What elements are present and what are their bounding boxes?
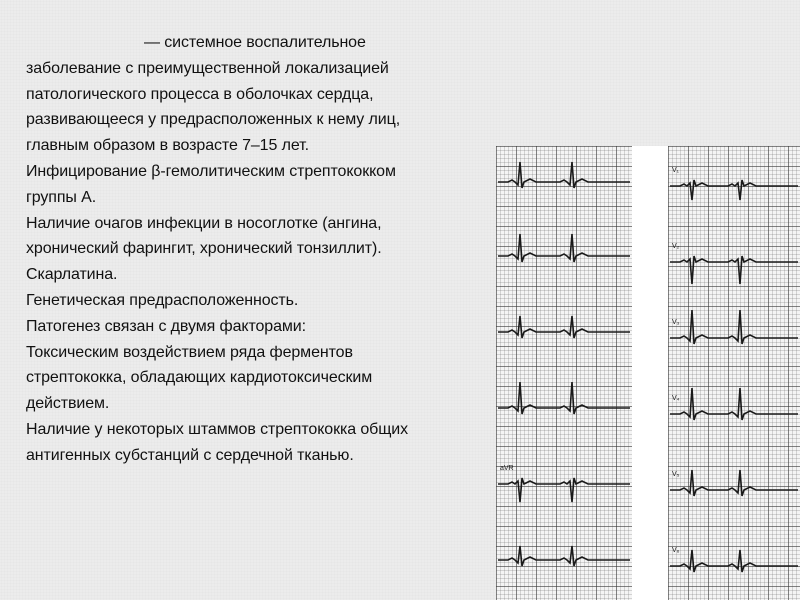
text-line: стрептококка, обладающих кардиотоксическим xyxy=(26,369,373,387)
text-line: развивающееся у предрасположенных к нему лиц, xyxy=(26,111,401,129)
slide-body-text xyxy=(26,30,481,469)
text-line: группы А. xyxy=(26,188,97,206)
ecg-lead-label: V₆ xyxy=(672,547,680,554)
text-line: Генетическая предрасположенность. xyxy=(26,291,299,309)
text-line: Скарлатина. xyxy=(26,266,118,284)
ecg-lead-label: V₄ xyxy=(672,395,680,402)
ecg-trace-right xyxy=(670,256,798,284)
ecg-lead-label: V₅ xyxy=(672,471,680,478)
text-line: — системное воспалительное xyxy=(144,34,366,51)
ecg-tracing-image xyxy=(496,146,800,600)
text-line: патологического процесса в оболочках сердца, xyxy=(26,85,374,103)
ecg-lead-label: V₁ xyxy=(672,167,680,174)
text-line: Патогенез связан с двумя факторами: xyxy=(26,317,306,335)
ecg-trace-left xyxy=(498,234,630,262)
ecg-trace-left xyxy=(498,478,630,502)
ecg-trace-right xyxy=(670,388,798,420)
ecg-trace-left xyxy=(498,316,630,338)
ecg-trace-left xyxy=(498,382,630,414)
ecg-trace-right xyxy=(670,180,798,200)
ecg-trace-left xyxy=(498,162,630,188)
text-line: Токсическим воздействием ряда ферментов xyxy=(26,343,353,361)
text-line: главным образом в возрасте 7–15 лет. xyxy=(26,137,309,155)
text-line: Наличие у некоторых штаммов стрептококка общих xyxy=(26,420,409,438)
ecg-traces xyxy=(496,146,800,600)
text-line: действием. xyxy=(26,395,110,413)
text-line: Наличие очагов инфекции в носоглотке (ангина, xyxy=(26,214,382,232)
ecg-trace-right xyxy=(670,310,798,344)
text-line: заболевание с преимущественной локализацией xyxy=(26,59,389,77)
text-line: Инфицирование β-гемолитическим стрептококком xyxy=(26,162,396,180)
ecg-lead-label: V₂ xyxy=(672,243,680,250)
ecg-lead-label: V₃ xyxy=(672,319,680,326)
text-line: антигенных субстанций с сердечной тканью. xyxy=(26,446,354,464)
ecg-trace-left xyxy=(498,546,630,566)
ecg-trace-right xyxy=(670,470,798,496)
ecg-trace-right xyxy=(670,550,798,572)
text-line: хронический фарингит, хронический тонзиллит). xyxy=(26,240,382,258)
ecg-lead-label: aVR xyxy=(500,465,514,472)
